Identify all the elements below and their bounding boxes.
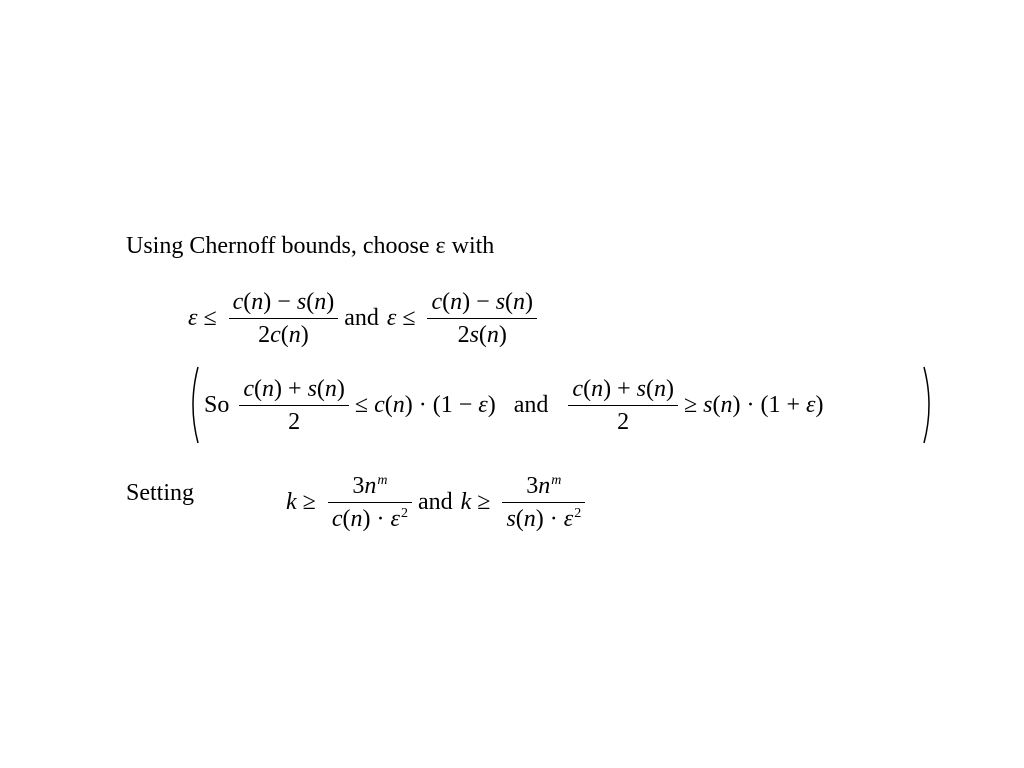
epsilon-symbol-right: ε	[386, 304, 397, 331]
fraction-2a-bar	[239, 405, 349, 406]
so-consequence-group	[186, 366, 936, 444]
fraction-1b-denominator: 2s(n)	[457, 321, 507, 348]
fraction-2a	[239, 374, 349, 437]
geq-symbol-right: ≥	[477, 488, 491, 515]
fraction-2b-denominator: 2	[617, 408, 630, 435]
fraction-2a-denominator: 2	[288, 408, 301, 435]
fraction-3b-numerator: $3n^m$	[526, 472, 562, 499]
and-connector-1: and	[344, 304, 379, 331]
fraction-2b-numerator: c(n) + s(n)	[572, 375, 674, 402]
fraction-2b-bar	[568, 405, 678, 406]
fraction-1a-bar	[229, 318, 339, 319]
fraction-3a-denominator: $c(n) \cdot \varepsilon^2$	[331, 505, 408, 532]
k-symbol-right: k	[460, 488, 472, 515]
so-prefix: So	[204, 391, 230, 418]
setting-equation	[286, 462, 591, 542]
fraction-1b-numerator: c(n) − s(n)	[431, 288, 534, 315]
and-connector-2: and	[513, 391, 549, 418]
k-symbol-left: k	[286, 488, 297, 515]
geq-symbol-2: ≥	[683, 391, 698, 418]
fraction-1a-numerator: c(n) − s(n)	[232, 288, 335, 315]
geq-symbol-left: ≥	[302, 488, 316, 515]
rhs-2b: s(n) · (1 + ε)	[703, 391, 824, 418]
epsilon-bounds-equation	[188, 282, 543, 354]
fraction-3a-bar	[328, 502, 412, 503]
fraction-3a	[328, 471, 412, 534]
so-consequence-equation	[204, 366, 823, 444]
setting-label: Setting	[126, 480, 195, 506]
fraction-3b-bar	[502, 502, 585, 503]
fraction-1a	[229, 287, 339, 350]
leq-symbol-right: ≤	[402, 304, 416, 331]
fraction-2a-numerator: c(n) + s(n)	[243, 375, 345, 402]
epsilon-symbol-left: ε	[188, 304, 198, 331]
fraction-3b-denominator: $s(n) \cdot \varepsilon^2$	[506, 505, 582, 532]
fraction-3a-numerator: $3n^m$	[352, 472, 388, 499]
leq-symbol-left: ≤	[203, 304, 217, 331]
leq-symbol-2: ≤	[354, 391, 369, 418]
right-big-paren	[922, 366, 936, 444]
fraction-2b	[568, 374, 678, 437]
left-big-paren	[186, 366, 200, 444]
and-connector-3: and	[417, 488, 453, 515]
fraction-1b	[427, 287, 537, 350]
fraction-1b-bar	[427, 318, 537, 319]
rhs-2a: c(n) · (1 − ε)	[374, 391, 496, 418]
fraction-1a-denominator: 2c(n)	[258, 321, 309, 348]
intro-text: Using Chernoff bounds, choose ε with	[126, 233, 495, 259]
fraction-3b	[502, 471, 585, 534]
